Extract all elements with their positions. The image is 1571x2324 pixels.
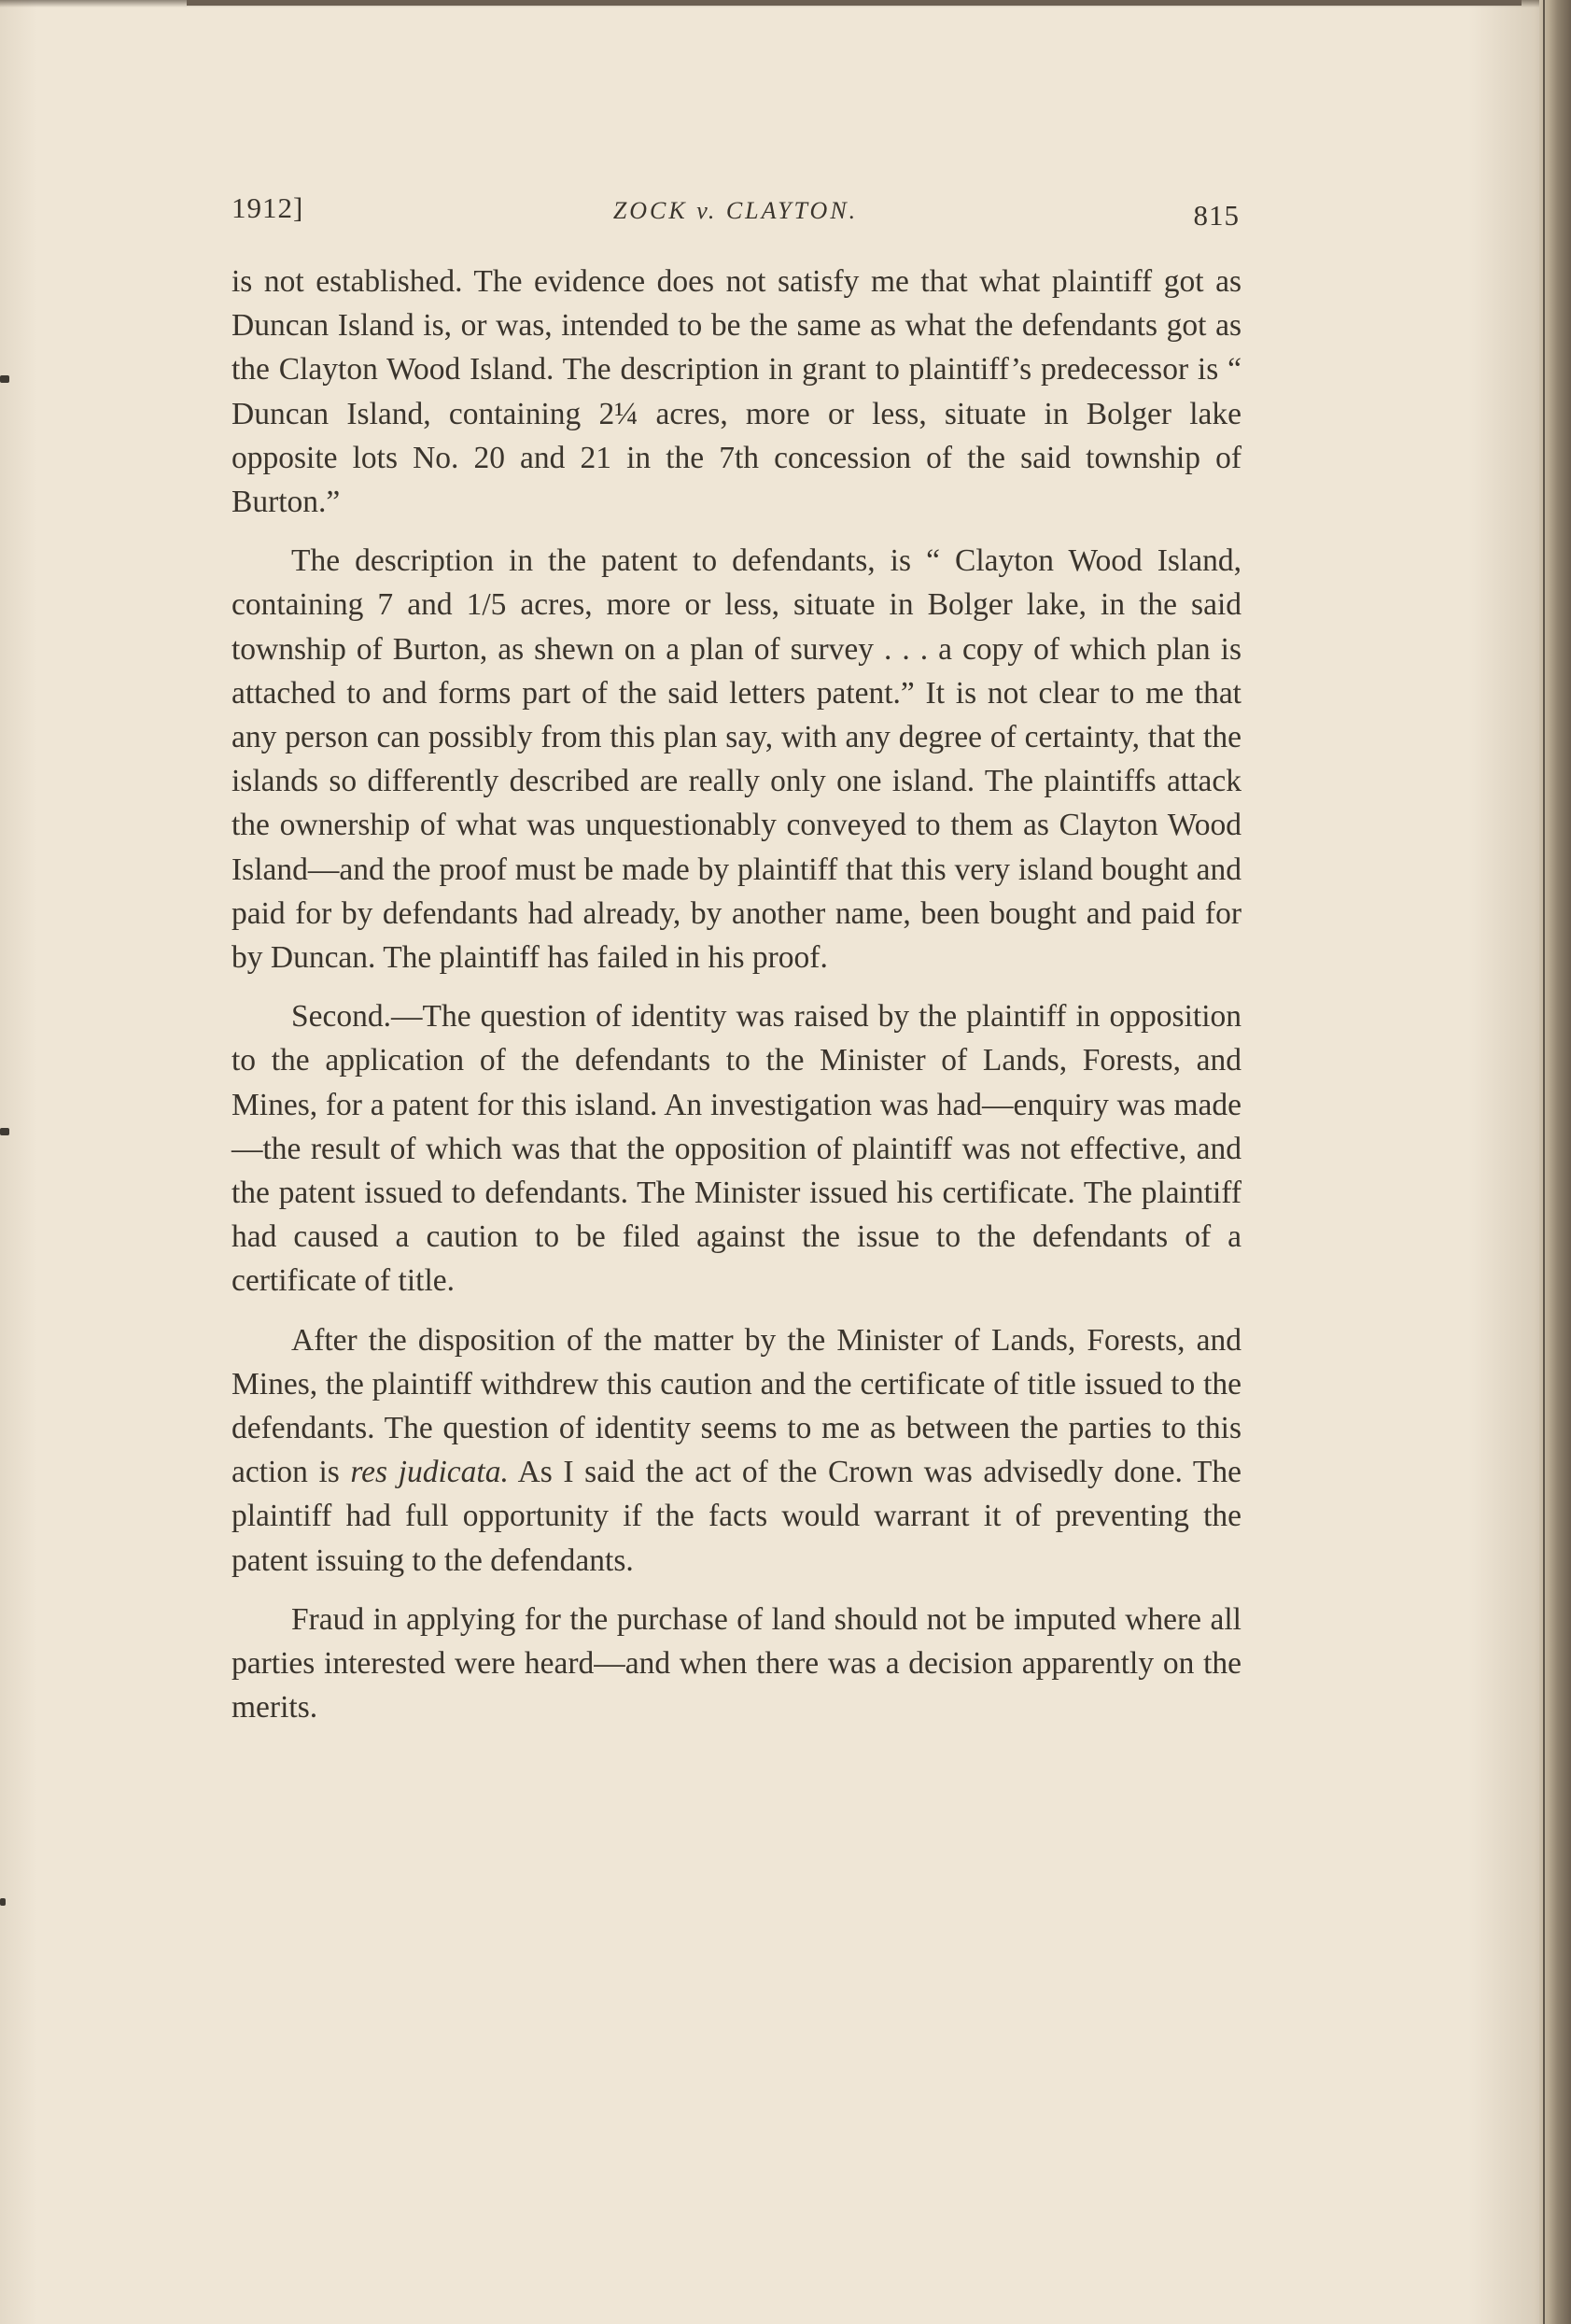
binding-mark [0, 1128, 9, 1135]
page-edge-line [1543, 0, 1545, 2324]
header-page-number: 815 [1193, 199, 1240, 232]
paragraph-second: Second.—The question of identity was raised by the plaintiff in opposition to the application of the defendants to the Minister of Lands, Forests, and Mines, for a patent for this island. An investigation was had—enquiry was made—the result of which was that the opposition of plaintiff was not effective, and the patent issued to defendants. The Minister issued his certificate. The plaintiff had caused a caution to be filed against the issue to the defendants of a certificate of title. [231, 999, 1241, 1299]
running-header [231, 191, 1240, 238]
latin-term: res judicata. [350, 1455, 509, 1490]
header-case-title: ZOCK v. CLAYTON. [612, 197, 859, 224]
paragraph-res-judicata-end: As I said the act of the Crown was advisedly done. The plaintiff had full opportunity if the facts would warrant it of preventing the patent issuing to the defendants. [231, 1455, 1241, 1578]
paragraph-fraud: Fraud in applying for the purchase of land should not be imputed where all parties interested were heard—and when there was a decision apparently on the merits. [231, 1601, 1241, 1725]
binding-mark [0, 375, 9, 383]
paragraph-res-judicata-start: After the disposition of the matter by the Minister of Lands, Forests, and Mines, the plaintiff withdrew this caution and the certificate of title issued to the defendants. The question of identity seems to me as between the parties to this action is [231, 1322, 1241, 1490]
paragraph-patent-description: The description in the patent to defendants, is “ Clayton Wood Island, containing 7 and 1/5 acres, more or less, situate in Bolger lake, in the said township of Burton, as shewn on a plan of survey . . . a copy of which plan is attached to and forms part of the said letters patent.” It is not clear to me that any person can possibly from this plan say, with any degree of certainty, that the islands so differently described are really only one island. The plaintiffs attack the ownership of what was unquestionably conveyed to them as Clayton Wood Island—and the proof must be made by plaintiff that this very island bought and paid for by defendants had already, by another name, been bought and paid for by Duncan. The plaintiff has failed in his proof. [231, 543, 1241, 976]
top-rule [187, 0, 1522, 6]
binding-mark [0, 1898, 6, 1906]
paragraph-res-judicata [231, 1318, 1241, 1583]
body-text [231, 260, 1241, 1745]
header-year: 1912] [231, 191, 304, 224]
paragraph-continued: is not established. The evidence does not satisfy me that what plaintiff got as Duncan Island is, or was, intended to be the same as what the defendants got as the Clayton Wood Island. The description in grant to plaintiff’s predecessor is “ Duncan Island, containing 2¼ acres, more or less, situate in Bolger lake opposite lots No. 20 and 21 in the 7th concession of the said township of Burton.” [231, 264, 1241, 520]
